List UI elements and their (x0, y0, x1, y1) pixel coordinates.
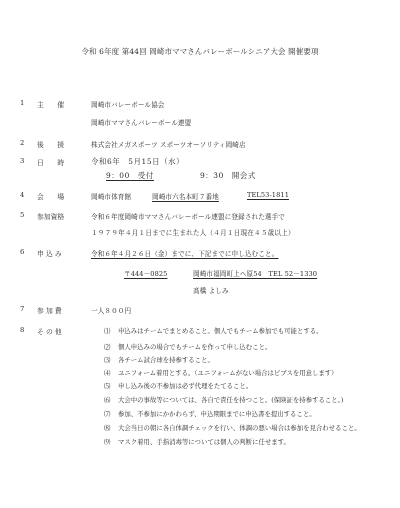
venue-phone: TEL53-1811 (247, 191, 289, 199)
other-item: ⑼ マスク着用、手指消毒等については個人の判断に任せます。 (104, 438, 290, 446)
venue-address: 岡崎市六名本町７番地 (152, 193, 219, 201)
other-item: ⑹ 大会中の事故等については、各自で責任を持つこと。(保険証を持参すること。) (104, 396, 344, 404)
section-label: 日 時 (37, 159, 65, 167)
other-item: ⑶ 各チーム試合球を持参すること。 (104, 356, 214, 364)
contact-person: 髙橋 よしみ (193, 287, 229, 295)
other-item: ⑴ 申込みはチームでまとめること。個人でもチーム参加でも可能とする。 (104, 327, 323, 335)
page-title: 令和 6年度 第44回 岡崎市ママさんバレーボールシニア大会 開催要項 (81, 47, 319, 56)
fee-amount: 一人８００円 (91, 307, 132, 315)
section-label: 会 場 (37, 193, 65, 201)
opening-time: 9：30 開会式 (200, 171, 256, 180)
other-item: ⑺ 参加、不参加にかかわらず、申込期限までに申込書を提出すること。 (104, 410, 316, 418)
section-number: 2 (20, 139, 25, 147)
section-label: 主 催 (37, 101, 65, 109)
other-item: ⑷ ユニフォーム着用とする。（ユニフォームがない場合はビブスを用意します） (104, 369, 338, 377)
host-line-1: 岡崎市バレーボール協会 (91, 101, 165, 109)
contact-address: 岡崎市福岡町上ヘ原54 TEL 52－1330 (193, 270, 318, 278)
section-number: 7 (20, 305, 25, 313)
section-label: 申 込 み (37, 250, 62, 258)
section-number: 3 (20, 157, 25, 165)
section-number: 5 (20, 211, 25, 219)
postal-code: 〒444－0825 (124, 270, 168, 278)
event-date: 令和6年 5月15日（水） (91, 157, 185, 166)
section-label: そ の 他 (37, 328, 62, 336)
section-number: 8 (20, 326, 25, 334)
section-number: 4 (20, 191, 25, 199)
section-number: 6 (20, 248, 25, 256)
other-item: ⑸ 申し込み後の不参加は必ず代理をたてること。 (104, 382, 253, 390)
section-label: 参 加 費 (37, 307, 62, 315)
other-item: ⑻ 大会当日の朝に各自体調チェックを行い、体調の悪い場合は参加を見合わせること。 (104, 424, 361, 432)
eligibility-line-2: １９７９年４月１日までに生まれた人（４月１日現在４５歳以上） (91, 229, 295, 237)
section-number: 1 (20, 99, 25, 107)
host-line-2: 岡崎市ママさんバレーボール連盟 (91, 119, 192, 127)
sponsor-line: 株式会社メガスポーツ スポーツオーソリティ岡崎店 (91, 141, 246, 149)
other-item: ⑵ 個人申込みの場合でもチームを作って申し込むこと。 (104, 343, 272, 351)
application-deadline: 令和６年４月２６日（金）までに、下記までに申し込むこと。 (91, 250, 279, 258)
venue-name: 岡崎市体育館 (91, 193, 132, 201)
eligibility-line-1: 令和６年度岡崎市ママさんバレーボール連盟に登録された選手で (91, 213, 285, 221)
section-label: 後 援 (37, 141, 65, 149)
section-label: 参加資格 (37, 213, 65, 221)
reception-time: 9：00 受付 (106, 171, 154, 180)
